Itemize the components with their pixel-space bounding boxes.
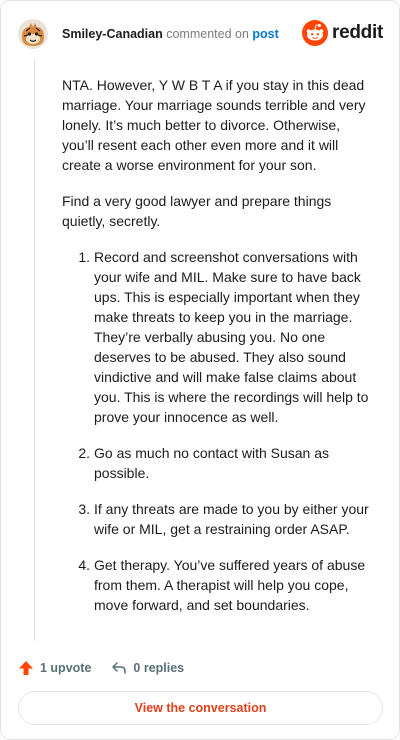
avatar[interactable]	[18, 19, 48, 49]
list-item-number: 1.	[78, 249, 90, 265]
list-item	[62, 499, 374, 539]
comment-paragraph: Find a very good lawyer and prepare things quietly, secretly.	[62, 193, 332, 229]
list-item-text: Record and screenshot conversations with your wife and MIL. Make sure to have back ups. This is especially important when they make threats to keep you in the marriage. They’re verbally abusing you. No one deserves to be abused. They also sound vindictive and will make false claims about you. This is where the recordings will help to prove your innocence as well.	[94, 249, 369, 425]
view-conversation-button[interactable]: View the conversation	[18, 691, 383, 725]
list-item-number: 3.	[78, 501, 90, 517]
upvote-button[interactable]	[18, 660, 91, 676]
reply-arrow-icon	[111, 660, 127, 676]
comment-header	[18, 17, 383, 51]
comment-list	[62, 247, 374, 631]
author-name[interactable]: Smiley-Canadian	[62, 27, 163, 41]
brand-wordmark: reddit	[332, 22, 383, 43]
action-text: commented on	[166, 27, 249, 41]
replies-button[interactable]	[111, 660, 184, 676]
reddit-logo[interactable]	[302, 20, 383, 46]
post-link[interactable]: post	[252, 27, 279, 41]
list-item	[62, 555, 374, 615]
snoo-avatar-icon	[18, 19, 48, 49]
comment-paragraph: NTA. However, Y W B T A if you stay in this dead marriage. Your marriage sounds terrible and very lonely. It’s much better to divorce. Otherwise, you’ll resent each other even more and it will create a worse environment for your son.	[62, 77, 366, 173]
list-item	[62, 443, 374, 483]
list-item-text: If any threats are made to you by either your wife or MIL, get a restraining order ASAP.	[94, 501, 369, 537]
list-item-text: Get therapy. You’ve suffered years of abuse from them. A therapist will help you cope, move forward, and set boundaries.	[94, 557, 366, 613]
upvote-count: 1 upvote	[40, 661, 92, 675]
list-item-text: Go as much no contact with Susan as possible.	[94, 445, 330, 481]
thread-line	[34, 59, 35, 641]
list-item-number: 4.	[78, 557, 90, 573]
comment-meta	[62, 27, 279, 41]
replies-count: 0 replies	[133, 661, 185, 675]
reddit-icon	[302, 20, 328, 46]
upvote-arrow-icon	[18, 660, 34, 676]
comment-footer	[18, 657, 184, 679]
list-item	[62, 247, 374, 427]
list-item-number: 2.	[78, 445, 90, 461]
